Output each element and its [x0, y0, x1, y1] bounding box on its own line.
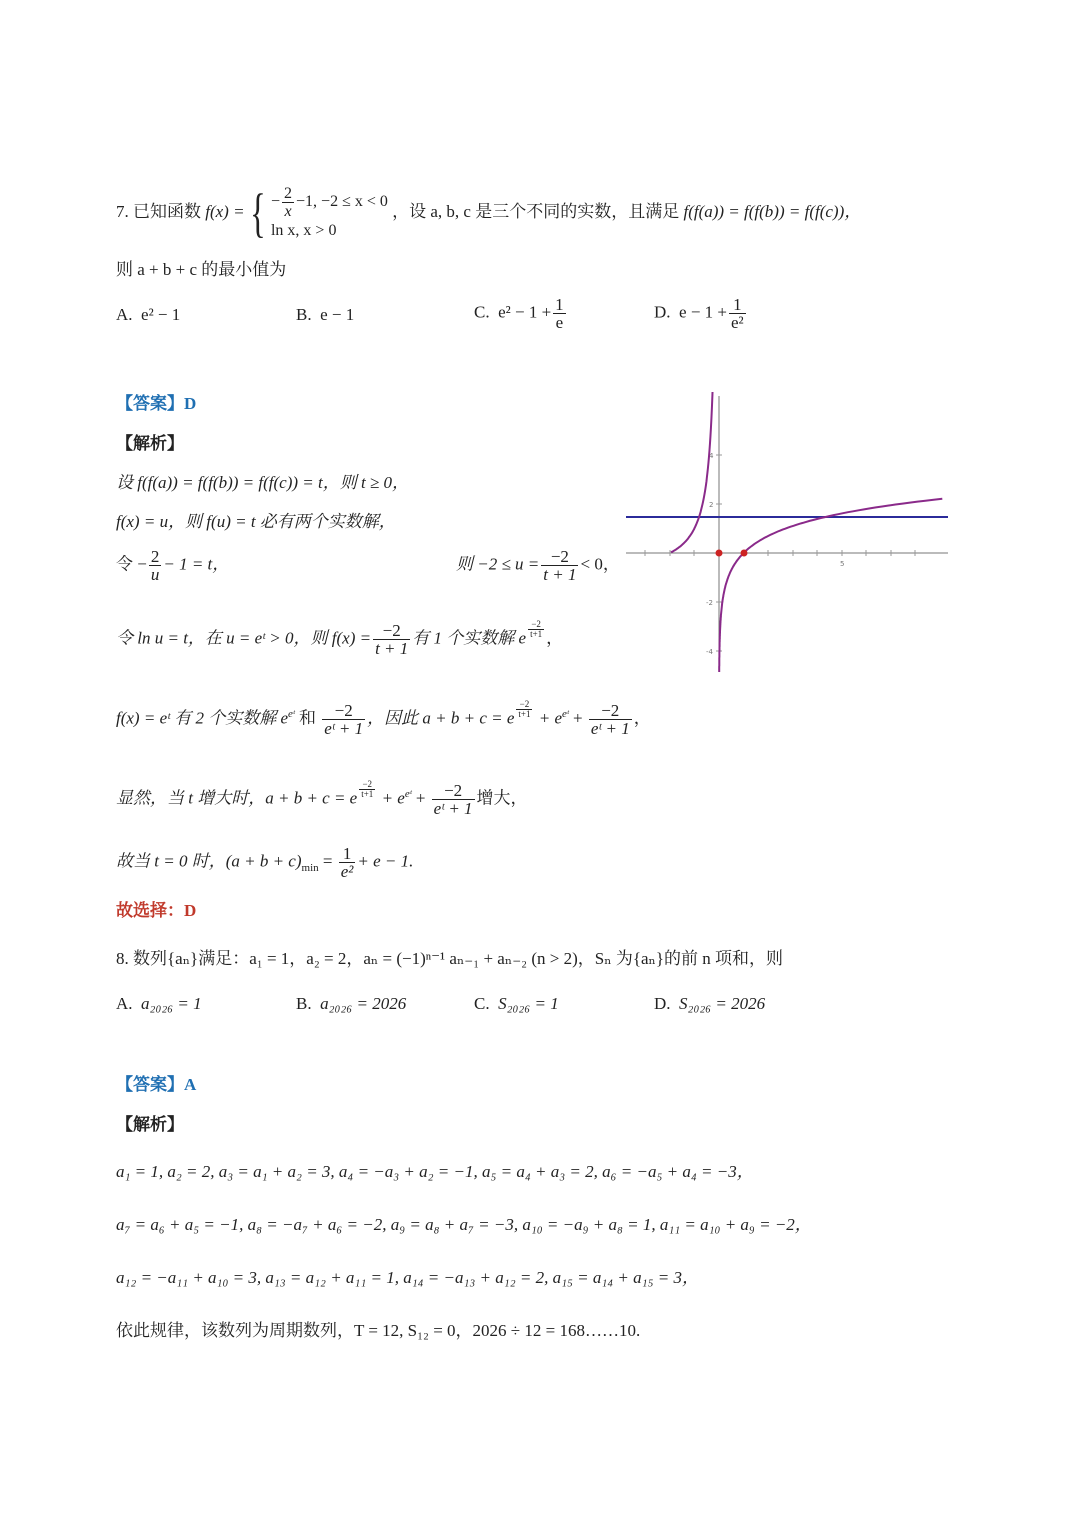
curve-right-branch [719, 499, 942, 672]
a7-line6: 显然，当 t 增大时，a + b + c = e $^{\frac{-2}{t+1}}$ + $e^{eᵗ}$ + $\frac{-2}{\text{eᵗ + 1}}$ 增大， [116, 779, 528, 819]
q7-answer [116, 393, 196, 415]
q8-option-a: A. a₂₀₂₆ = 1 [116, 994, 202, 1013]
tick-label-2: 2 [709, 501, 714, 509]
a8-line2: a₇ = a₆ + a₅ = −1, a₈ = −a₇ + a₆ = −2, a₉ = a₈ + a₇ = −3, a₁₀ = −a₉ + a₈ = 1, a₁₁ = a₁₀ + a₉ = −2， [116, 1215, 812, 1234]
a7-line1: 设 f(f(a)) = f(f(b)) = f(f(c)) = t，则 t ≥ 0， [116, 473, 410, 492]
tick-label-neg2: -2 [706, 599, 713, 607]
q7-choose: 故选择：D [116, 901, 197, 920]
q8-answer [116, 1074, 196, 1096]
a7-line3b: 则 −2 ≤ u = $\frac{-2}{t + 1}$ < 0， [456, 547, 620, 584]
q7-piecewise: − $\frac{2}{x}$ −1, −2 ≤ x < 0 ln x, x > 0 [270, 184, 388, 239]
q7-option-a: A. e² − 1 [116, 305, 181, 324]
q7-option-c: C. e² − 1 + $\frac{1}{e}$ [474, 295, 564, 332]
answer-tag: 【答案】 [116, 1075, 184, 1094]
q7-option-b: B. e − 1 [296, 305, 355, 324]
q8-option-d: D. S₂₀₂₆ = 2026 [654, 994, 766, 1013]
q7-analysis-tag: 【解析】 [116, 434, 184, 453]
a8-line1: a₁ = 1, a₂ = 2, a₃ = a₁ + a₂ = 3, a₄ = −a₃ + a₂ = −1, a₅ = a₄ + a₃ = 2, a₆ = −a₅ + a₄ = −3， [116, 1162, 754, 1181]
tick-label-neg4: -4 [706, 648, 713, 656]
q7-option-d: D. e − 1 + $\frac{1}{\text{e²}}$ [654, 295, 744, 332]
a8-line4: 依此规律，该数列为周期数列，T = 12, S₁₂ = 0，2026 ÷ 12 = 168……10. [116, 1321, 641, 1340]
answer-value: A [184, 1075, 197, 1094]
tick-label-4: 4 [709, 452, 714, 460]
point-x-one [741, 550, 748, 557]
q7-intro: 已知函数 [133, 202, 201, 221]
q8-stem: 8. 数列{aₙ}满足：a₁ = 1，a₂ = 2，aₙ = (−1)ⁿ⁻¹ aₙ₋₁ + aₙ₋₂ (n > 2)，Sₙ 为{aₙ}的前 n 项和，则 [116, 949, 784, 968]
a7-line3: 令 − $\frac{2}{u}$ − 1 = t， [116, 547, 230, 584]
piecewise-brace-icon: { [249, 183, 266, 244]
q7-mid: ，设 a, b, c 是三个不同的实数，且满足 [392, 202, 680, 221]
a7-line4: 令 ln u = t，在 u = eᵗ > 0，则 f(x) = $\frac{-2}{t + 1}$ 有 1 个实数解 e $^{\frac{-2}{t+1}}$ ， [116, 619, 564, 659]
q7-condition: f(f(a)) = f(f(b)) = f(f(c))， [683, 202, 862, 221]
answer-tag: 【答案】 [116, 394, 184, 413]
a7-line7: 故当 t = 0 时，$(a + b + c)_{min}$ = $\frac{1}{\text{e²}}$ + e − 1. [116, 844, 414, 881]
q7-number: 7. [116, 202, 129, 221]
answer-value: D [184, 394, 197, 413]
q7-stem [116, 182, 861, 242]
a7-line5: f(x) = eᵗ 有 2 个实数解 $e^{eᵗ}$ 和 $\frac{-2}{\text{eᵗ + 1}}$ ，因此 a + b + c = e $^{\frac{-2}{t+1}}$ + $e^{eᵗ}$ + $\frac{-2}{\text{eᵗ + 1}}$ ， [116, 699, 651, 739]
a7-line2: f(x) = u，则 f(u) = t 必有两个实数解， [116, 512, 396, 531]
function-graph [622, 392, 952, 672]
q7-fx: f(x) = [205, 202, 245, 221]
q8-analysis-tag: 【解析】 [116, 1115, 184, 1134]
q8-option-b: B. a₂₀₂₆ = 2026 [296, 994, 407, 1013]
a8-line3: a₁₂ = −a₁₁ + a₁₀ = 3, a₁₃ = a₁₂ + a₁₁ = 1, a₁₄ = −a₁₃ + a₁₂ = 2, a₁₅ = a₁₄ + a₁₅ = 3， [116, 1268, 699, 1287]
curve-left-branch [671, 392, 714, 552]
tick-label-5: 5 [840, 560, 845, 568]
point-origin [716, 550, 723, 557]
q7-line2: 则 a + b + c 的最小值为 [116, 260, 287, 279]
q8-option-c: C. S₂₀₂₆ = 1 [474, 994, 559, 1013]
